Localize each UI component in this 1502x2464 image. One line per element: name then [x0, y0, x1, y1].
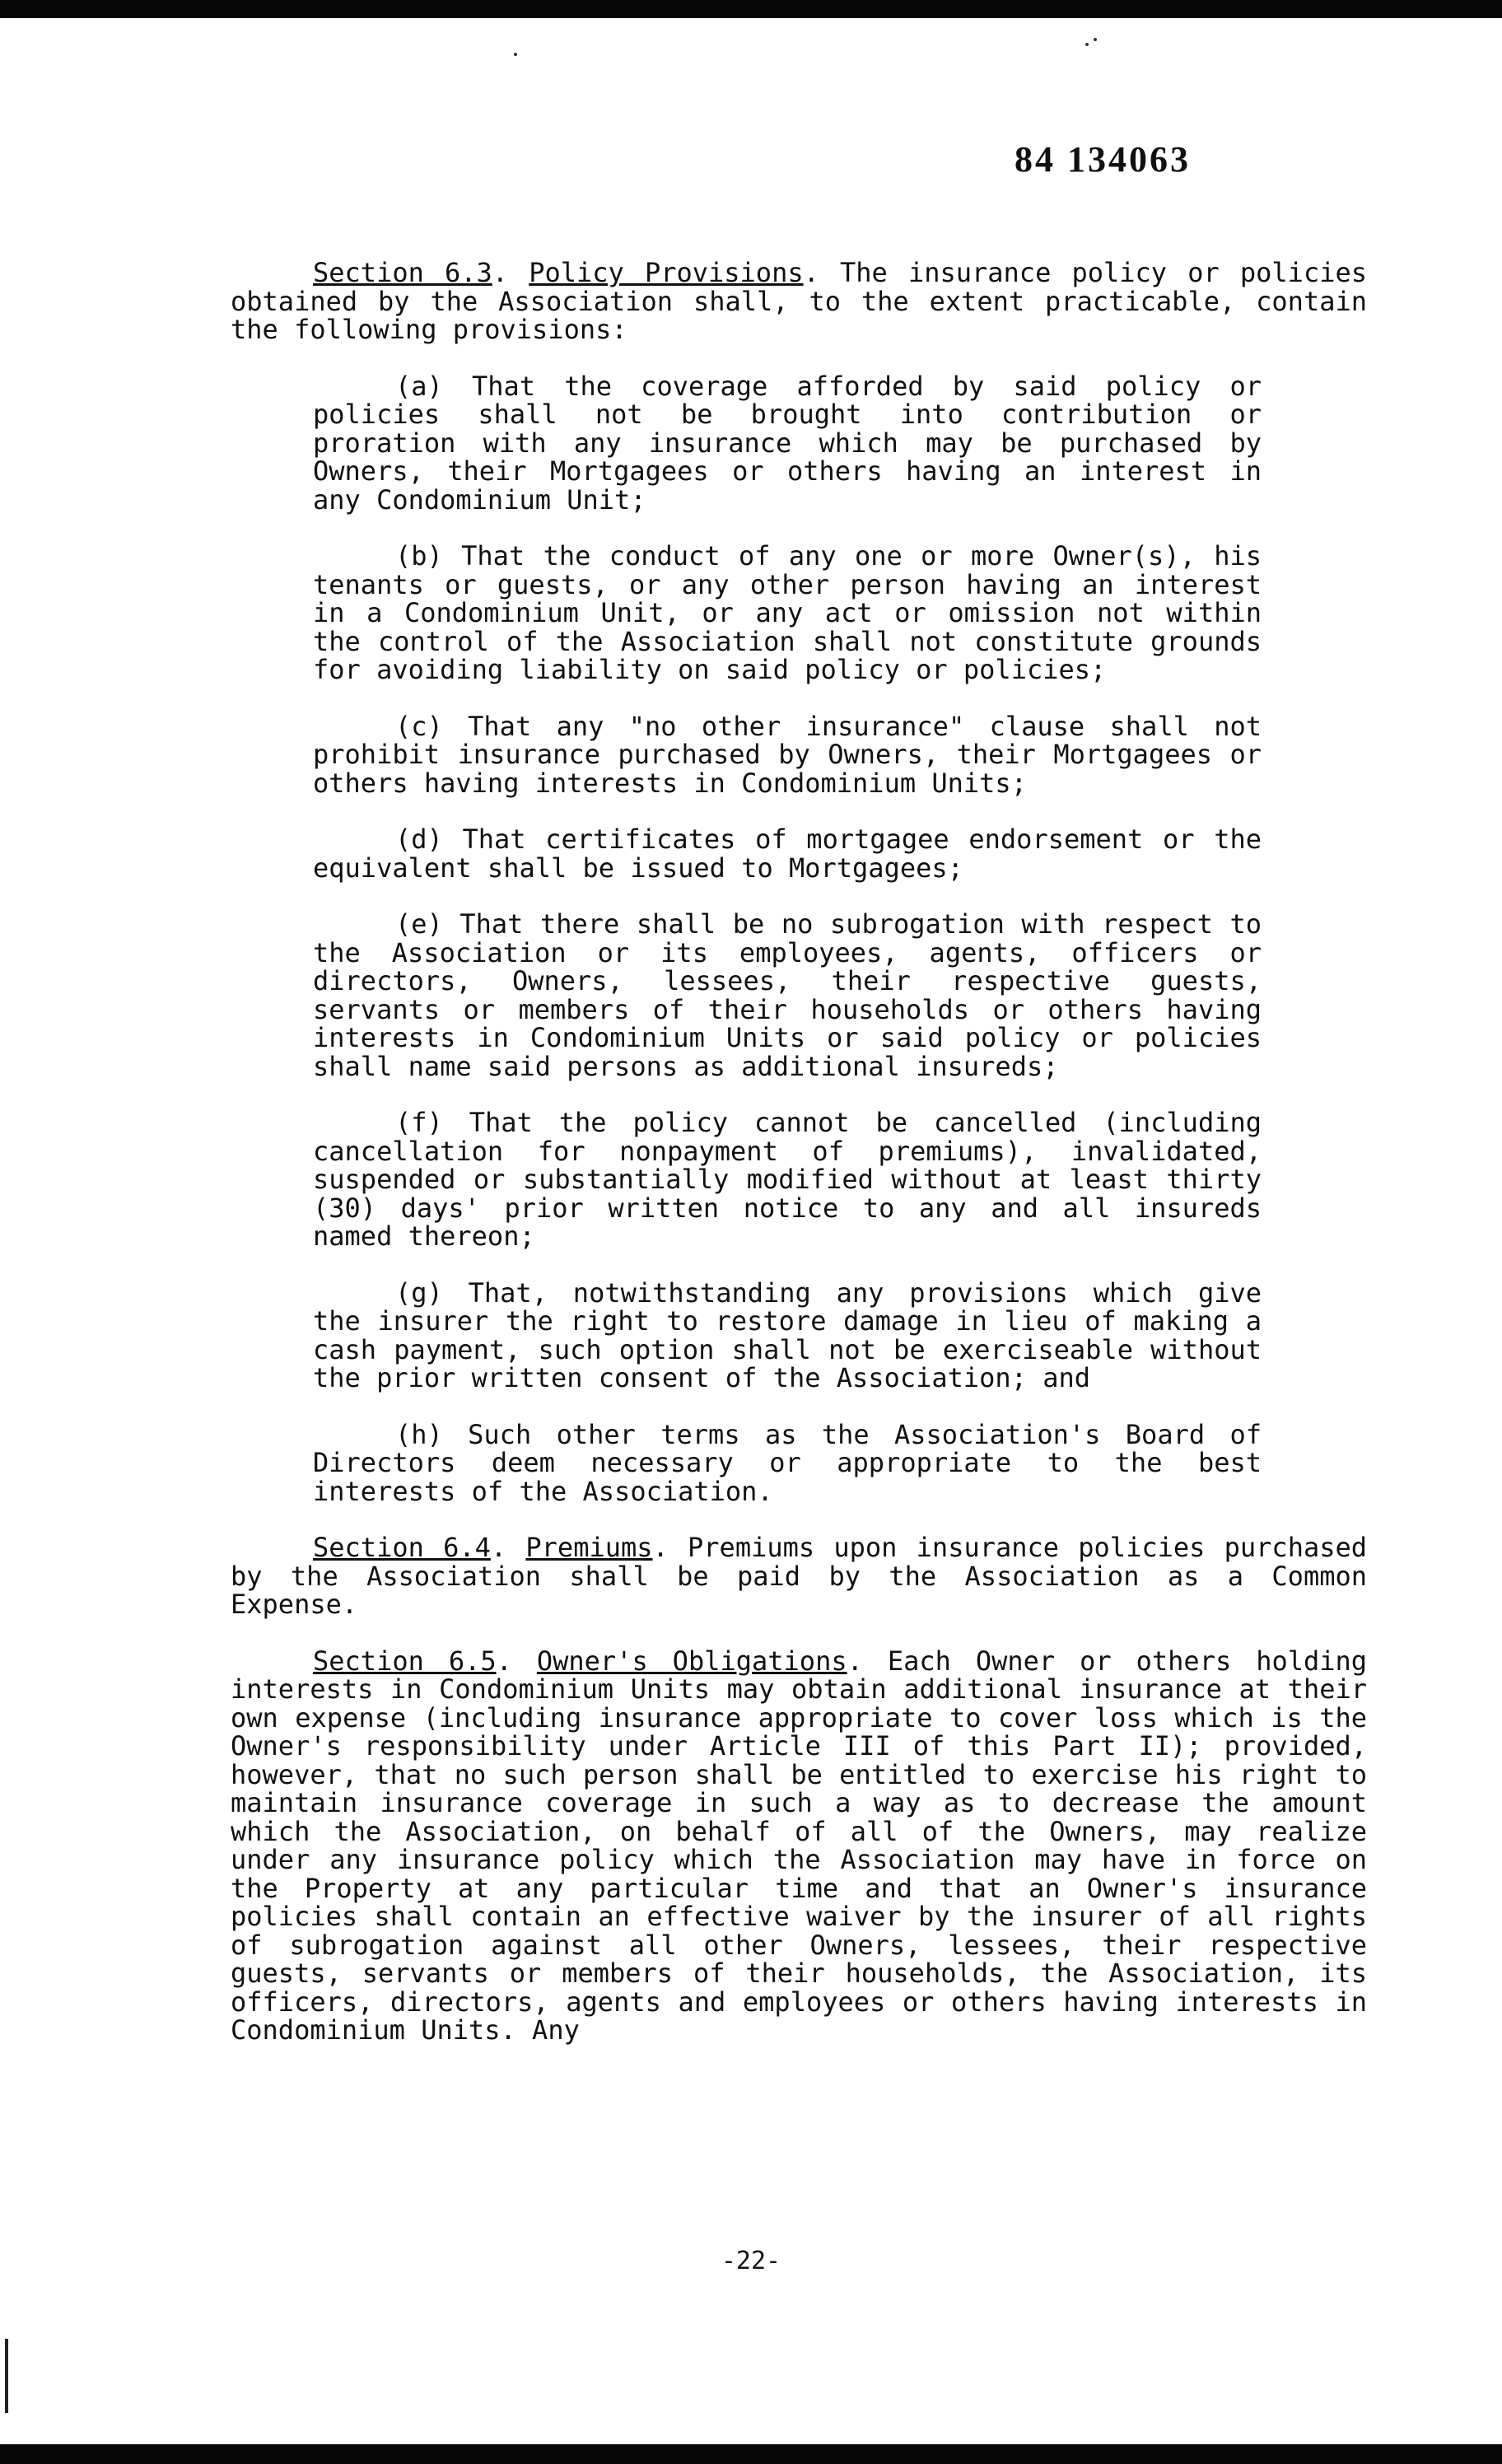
scan-speck: [1085, 43, 1089, 46]
clause-b: (b) That the conduct of any one or more Owner(s), his tenants or guests, or any other person having an interest in a Condominium Unit, or any act or omission not within the control of the Association shall not constitute grounds for avoiding liability on said policy or policies;: [313, 540, 1262, 685]
section-6-4: Section 6.4. Premiums. Premiums upon insurance policies purchased by the Association shall be paid by the Association as a Common Expense.: [231, 1532, 1368, 1620]
scan-bottom-border: [0, 2444, 1502, 2464]
section-6-5-body: Each Owner or others holding interests in Condominium Units may obtain additional insurance at their own expense (including insurance appropriate to cover loss which is the Owner's responsibility under Article III of this Part II); provided, however, that no such person shall be entitled to exercise his right to maintain insurance coverage in such a way as to decrease the amount which the Association, on behalf of all of the Owners, may realize under any insurance policy which the Association may have in force on the Property at any particular time and that an Owner's insurance policies shall contain an effective waiver by the insurer of all rights of subrogation against all other Owners, lessees, their respective guests, servants or members of their households, the Association, its officers, directors, agents and employees or others having interests in Condominium Units. Any: [231, 1645, 1368, 2046]
document-number: 84 134063: [1015, 139, 1191, 180]
section-6-4-label: Section 6.4: [313, 1532, 491, 1563]
section-6-3-label: Section 6.3: [313, 257, 492, 288]
clause-c: (c) That any "no other insurance" clause shall not prohibit insurance purchased by Owners, their Mortgagees or others having interests in Condominium Units;: [313, 710, 1262, 799]
document-body: [231, 259, 1367, 2045]
section-6-4-title: Premiums: [525, 1532, 653, 1563]
clause-g: (g) That, notwithstanding any provisions which give the insurer the right to restore damage in lieu of making a cash payment, such option shall not be exerciseable without the prior written consent of the Association; and: [313, 1276, 1262, 1393]
scan-top-border: [0, 0, 1502, 18]
section-6-3-intro: The insurance policy or policies obtained by the Association shall, to the extent practicable, contain the following provisions:: [231, 257, 1367, 345]
clause-e: (e) That there shall be no subrogation with respect to the Association or its employees, agents, officers or directors, Owners, lessees, their respective guests, servants or members of their households or others having interests in Condominium Units or said policy or policies shall name said persons as additional insureds;: [313, 908, 1262, 1082]
clause-f: (f) That the policy cannot be cancelled (including cancellation for nonpayment of premiums), invalidated, suspended or substantially modified without at least thirty (30) days' prior written notice to any and all insureds named thereon;: [313, 1107, 1262, 1252]
scan-speck: [514, 53, 517, 56]
section-6-5-label: Section 6.5: [313, 1645, 497, 1677]
clause-h: (h) Such other terms as the Association's Board of Directors deem necessary or appropriate to the best interests of the Association.: [313, 1418, 1262, 1507]
section-6-3: Section 6.3. Policy Provisions. The insurance policy or policies obtained by the Association shall, to the extent practicable, contain the following provisions:: [231, 257, 1367, 345]
section-6-3-title: Policy Provisions: [529, 257, 804, 288]
clause-a: (a) That the coverage afforded by said policy or policies shall not be brought into contribution or proration with any insurance which may be purchased by Owners, their Mortgagees or others having an interest in any Condominium Unit;: [313, 370, 1262, 516]
section-6-5-title: Owner's Obligations: [536, 1645, 847, 1677]
section-6-5: Section 6.5. Owner's Obligations. Each Owner or others holding interests in Condominium Units may obtain additional insurance at their own expense (including insurance appropriate to cover loss which is the Owner's responsibility under Article III of this Part II); provided, however, that no such person shall be entitled to exercise his right to maintain insurance coverage in such a way as to decrease the amount which the Association, on behalf of all of the Owners, may realize under any insurance policy which the Association may have in force on the Property at any particular time and that an Owner's insurance policies shall contain an effective waiver by the insurer of all rights of subrogation against all other Owners, lessees, their respective guests, servants or members of their households, the Association, its officers, directors, agents and employees or others having interests in Condominium Units. Any: [231, 1645, 1368, 2046]
scan-edge-mark: [5, 2339, 8, 2413]
page-number: -22-: [721, 2247, 781, 2275]
section-6-4-body: Premiums upon insurance policies purchased by the Association shall be paid by the Association as a Common Expense.: [231, 1532, 1368, 1620]
clause-d: (d) That certificates of mortgagee endorsement or the equivalent shall be issued to Mortgagees;: [313, 824, 1262, 884]
scan-speck: [1094, 38, 1097, 41]
